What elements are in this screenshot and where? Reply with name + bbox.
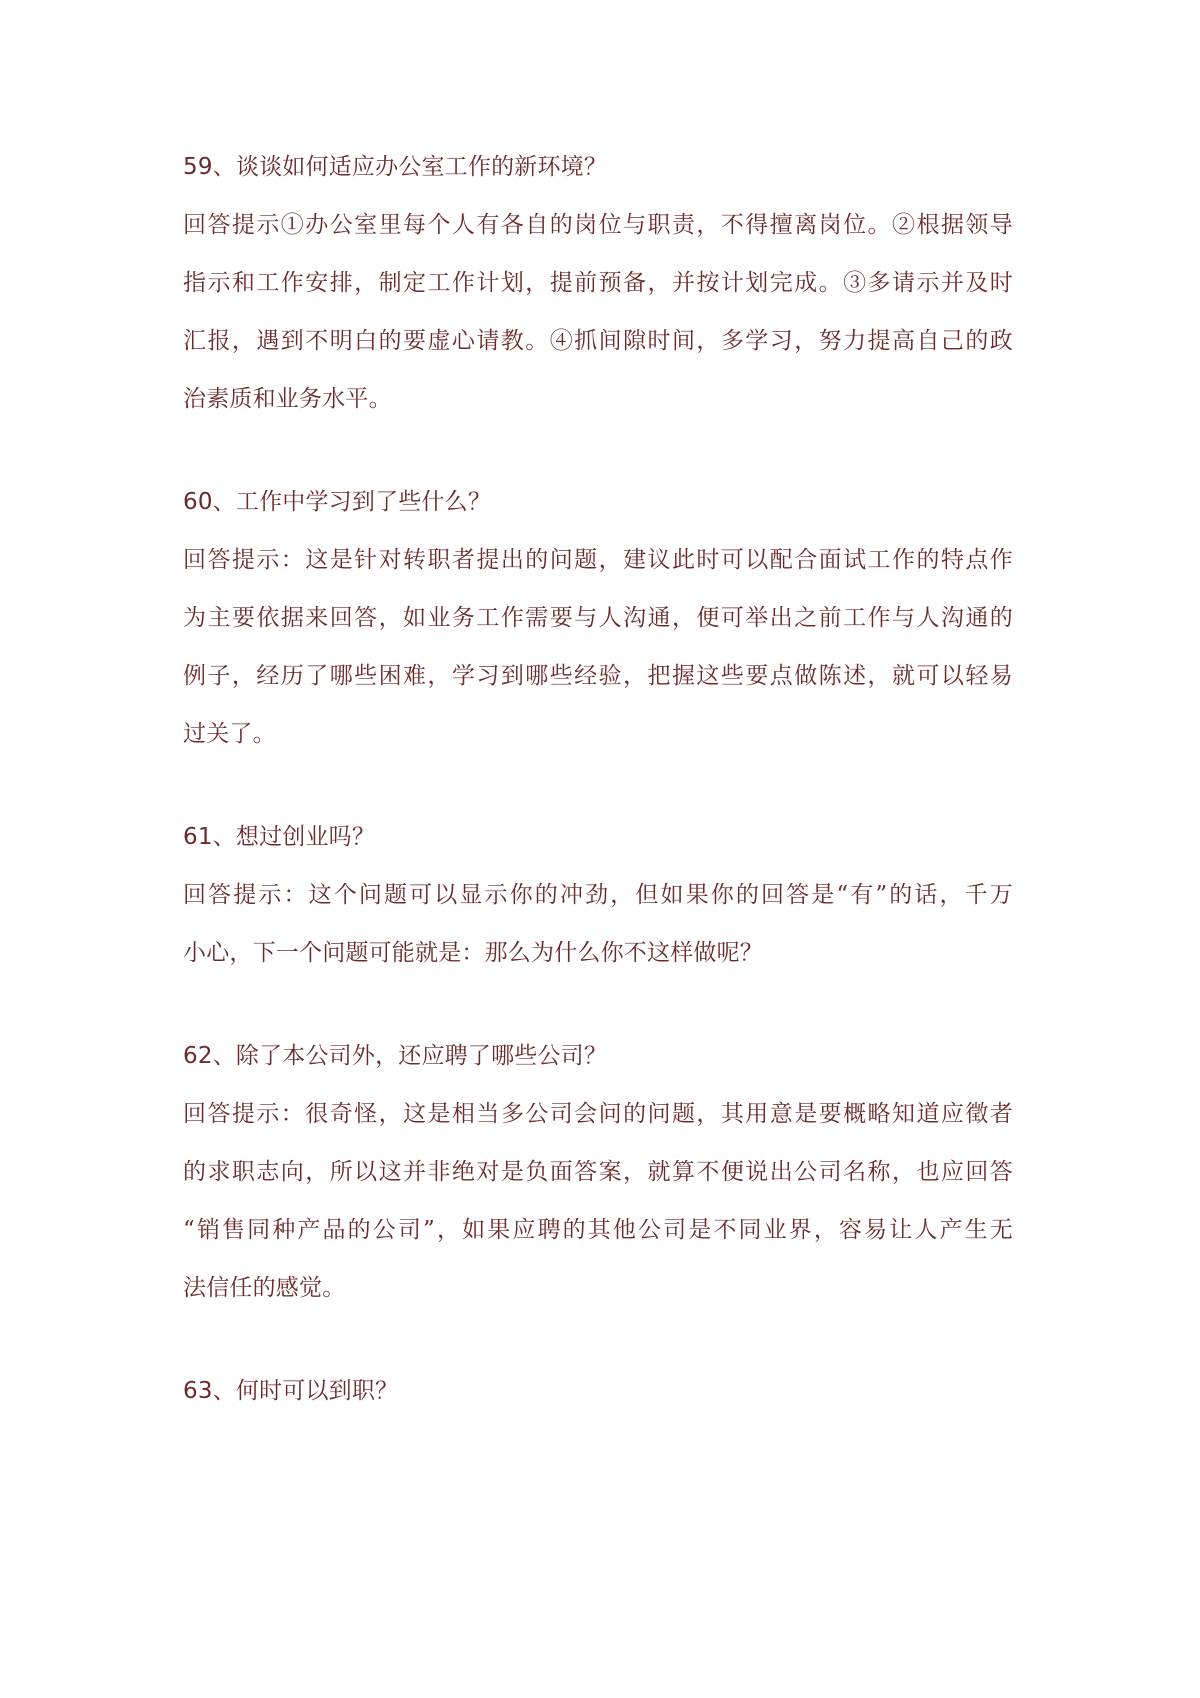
answer-60-line-4: 过关了。 <box>183 721 276 747</box>
answer-59-line-1: 回答提示①办公室里每个人有各自的岗位与职责，不得擅离岗位。②根据领导 <box>183 212 1013 238</box>
answer-61-line-2: 小心，下一个问题可能就是：那么为什么你不这样做呢？ <box>183 940 763 966</box>
question-60: 60、工作中学习到了些什么？ <box>183 489 492 515</box>
answer-61-line-1: 回答提示：这个问题可以显示你的冲劲，但如果你的回答是“有”的话，千万 <box>183 882 1013 908</box>
answer-60-line-3: 例子，经历了哪些困难，学习到哪些经验，把握这些要点做陈述，就可以轻易 <box>183 663 1013 689</box>
answer-62-line-2: 的求职志向，所以这并非绝对是负面答案，就算不便说出公司名称，也应回答 <box>183 1159 1013 1185</box>
answer-60-line-2: 为主要依据来回答，如业务工作需要与人沟通，便可举出之前工作与人沟通的 <box>183 605 1013 631</box>
answer-59-line-3: 汇报，遇到不明白的要虚心请教。④抓间隙时间，多学习，努力提高自己的政 <box>183 328 1013 354</box>
answer-59-line-4: 治素质和业务水平。 <box>183 386 392 412</box>
answer-62-line-1: 回答提示：很奇怪，这是相当多公司会问的问题，其用意是要概略知道应徵者 <box>183 1101 1013 1127</box>
question-61: 61、想过创业吗？ <box>183 824 376 850</box>
answer-60-line-1: 回答提示：这是针对转职者提出的问题，建议此时可以配合面试工作的特点作 <box>183 547 1013 573</box>
answer-62-line-4: 法信任的感觉。 <box>183 1275 346 1301</box>
question-63: 63、何时可以到职？ <box>183 1378 399 1404</box>
question-62: 62、除了本公司外，还应聘了哪些公司？ <box>183 1043 608 1069</box>
question-59: 59、谈谈如何适应办公室工作的新环境？ <box>183 154 608 180</box>
answer-62-line-3: “销售同种产品的公司”，如果应聘的其他公司是不同业界，容易让人产生无 <box>183 1217 1013 1243</box>
answer-59-line-2: 指示和工作安排，制定工作计划，提前预备，并按计划完成。③多请示并及时 <box>183 270 1013 296</box>
